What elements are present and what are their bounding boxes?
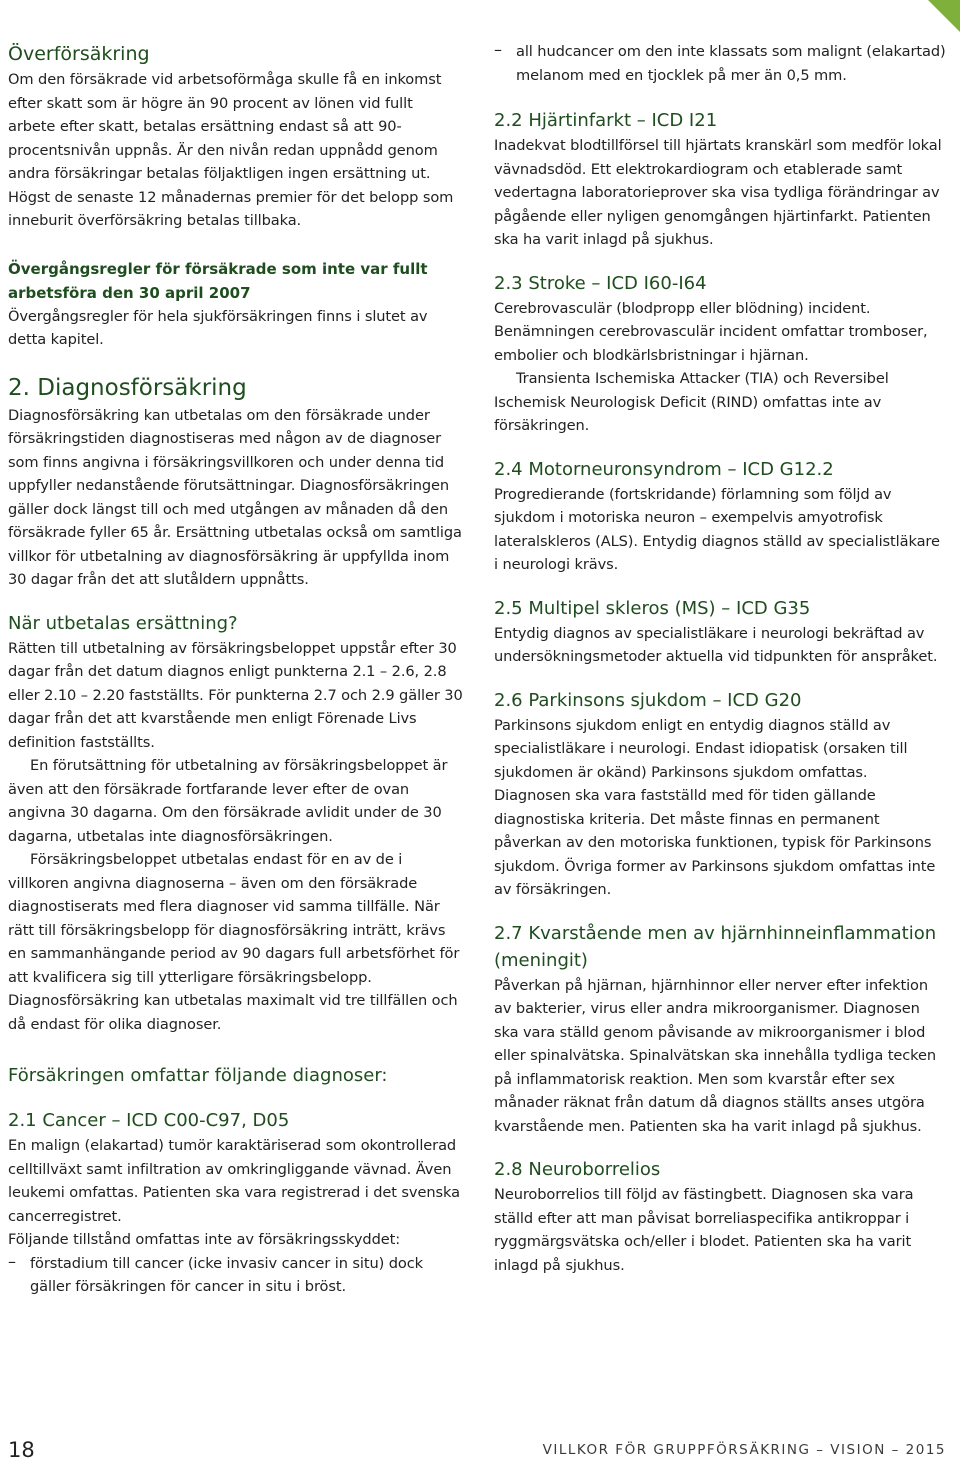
stroke-p1: Cerebrovasculär (blodpropp eller blödning) incident. Benämningen cerebrovasculär incident omfattar tromboser, embolier och blodkärlsbristningar i hjärnan. <box>494 299 928 364</box>
cancer-exclusions-intro: Följande tillstånd omfattas inte av försäkringsskyddet: <box>8 1231 401 1248</box>
footer-title: VILLKOR FÖR GRUPPFÖRSÄKRING – VISION – 2015 <box>542 1442 946 1458</box>
diagnosforsakring-heading: 2. Diagnosförsäkring <box>8 374 247 401</box>
parkinson-body: Parkinsons sjukdom enligt en entydig diagnos ställd av specialistläkare i neurologi. Endast idiopatisk (orsaken till sjukdomen är okänd) Parkinsons sjukdom omfattas. Diagnosen ska vara fastställd med för tiden gällande diagnostiska kriteria. Det måste finnas en permanent påverkan av den motoriska funktionen, typisk för Parkinsons sjukdom. Övriga former av Parkinsons sjukdom omfattas inte av försäkringen. <box>494 716 936 898</box>
diagnosforsakring-body: Diagnosförsäkring kan utbetalas om den försäkrade under försäkringstiden diagnostiseras med någon av de diagnoser som finns angivna i försäkringsvillkoren och under denna tid uppfyller nedanstående förutsättningar. Diagnosförsäkringen gäller dock längst till och med utgången av månaden då den försäkrade fyller 65 år. Ersättning utbetalas också om samtliga villkor för utbetalning av diagnosförsäkring är uppfyllda inom 30 dagar från det att slutåldern uppnåtts. <box>8 406 462 588</box>
cancer-exclusion-item <box>494 40 948 87</box>
omfattar-heading: Försäkringen omfattar följande diagnoser: <box>8 1065 388 1086</box>
page-number: 18 <box>8 1438 35 1462</box>
nar-utbetalas-p2: En förutsättning för utbetalning av försäkringsbeloppet är även att den försäkrade fortfarande lever efter de ovan angivna 30 dagarna. Om den försäkrade avlidit under de 30 dagarna, utbetalas inte diagnosförsäkringen. <box>8 757 448 845</box>
cancer-exclusion-item <box>8 1252 464 1299</box>
neuroborrelios-heading: 2.8 Neuroborrelios <box>494 1159 661 1180</box>
hjartinfarkt-heading: 2.2 Hjärtinfarkt – ICD I21 <box>494 110 718 131</box>
cancer-heading: 2.1 Cancer – ICD C00-C97, D05 <box>8 1110 290 1131</box>
motorneuron-body: Progredierande (fortskridande) förlamning som följd av sjukdom i motoriska neuron – exempelvis amyotrofisk lateralskleros (ALS). Entydig diagnos ställd av specialistläkare i neurologi krävs. <box>494 485 940 573</box>
overforsakring-body: Om den försäkrade vid arbetsoförmåga skulle få en inkomst efter skatt som är högre än 90 procent av lönen vid fullt arbete efter skatt, betalas ersättning endast så att 90-procentsnivån uppnås. Är den nivån redan uppnådd genom andra försäkringar betalas följaktligen ingen ersättning ut. Högst de senaste 12 månadernas premier för det belopp som inneburit överförsäkring betalas tillbaka. <box>8 71 454 229</box>
nar-utbetalas-p1: Rätten till utbetalning av försäkringsbeloppet uppstår efter 30 dagar från det datum diagnos enligt punkterna 2.1 – 2.6, 2.8 eller 2.10 – 2.20 fastställts. För punkterna 2.7 och 2.9 gäller 30 dagar från det att kvarstående men enligt Förenade Livs definition fastställts. <box>8 639 463 751</box>
stroke-heading: 2.3 Stroke – ICD I60-I64 <box>494 272 707 294</box>
overforsakring-heading: Överförsäkring <box>8 43 150 65</box>
hjartinfarkt-body: Inadekvat blodtillförsel till hjärtats kranskärl som medför lokal vävnadsdöd. Ett elektrokardiogram och etablerade samt vedertagna laboratorieprover ska visa tydliga förändringar av pågående eller nyligen genomgången hjärtinfarkt. Patienten ska ha varit inlagd på sjukhus. <box>494 137 942 248</box>
cancer-exclusion-text: all hudcancer om den inte klassats som malignt (elakartad) melanom med en tjocklek på mer än 0,5 mm. <box>516 43 946 84</box>
overgangsregler-heading: Övergångsregler för försäkrade som inte var fullt arbetsföra den 30 april 2007 <box>8 259 428 302</box>
cancer-body: En malign (elakartad) tumör karaktäriserad som okontrollerad celltillväxt samt infiltration av omkringliggande vävnad. Även leukemi omfattas. Patienten ska vara registrerad i det svenska cancerregistret. <box>8 1137 460 1225</box>
ms-heading: 2.5 Multipel skleros (MS) – ICD G35 <box>494 597 811 619</box>
meningit-body: Påverkan på hjärnan, hjärnhinnor eller nerver efter infektion av bakterier, virus eller andra mikroorganismer. Diagnosen ska vara ställd genom påvisande av mikroorganismer i blod eller spinalvätska. Spinalvätskan ska innehålla tydliga tecken på inflammatorisk reaktion. Men som kvarstår efter sex månader räknat från datum då diagnos ställts anses utgöra kvarstående men. Patienten ska ha varit inlagd på sjukhus. <box>494 976 937 1135</box>
dash-mark: – <box>494 40 502 59</box>
parkinson-heading: 2.6 Parkinsons sjukdom – ICD G20 <box>494 689 802 711</box>
right-column <box>494 40 948 1277</box>
page-footer <box>8 1438 946 1464</box>
ms-body: Entydig diagnos av specialistläkare i neurologi bekräftad av undersökningsmetoder aktuella vid tidpunkten för anspråket. <box>494 624 938 665</box>
overgangsregler-body: Övergångsregler för hela sjukförsäkringen finns i slutet av detta kapitel. <box>8 307 428 348</box>
motorneuron-heading: 2.4 Motorneuronsyndrom – ICD G12.2 <box>494 458 834 480</box>
left-column <box>8 40 464 1299</box>
corner-accent <box>928 0 960 32</box>
nar-utbetalas-p3: Försäkringsbeloppet utbetalas endast för en av de i villkoren angivna diagnoserna – även om den försäkrade diagnostiserats med flera diagnoser vid samma tillfälle. När rätt till försäkringsbelopp för diagnosförsäkring inträtt, krävs en sammanhängande period av 90 dagars full arbetsförhet för att kvalificera sig till ytterligare försäkringsbelopp. Diagnosförsäkring kan utbetalas maximalt vid tre tillfällen och då endast för olika diagnoser. <box>8 851 460 1033</box>
meningit-heading: 2.7 Kvarstående men av hjärnhinneinflammation (meningit) <box>494 922 937 971</box>
neuroborrelios-body: Neuroborrelios till följd av fästingbett. Diagnosen ska vara ställd efter att man påvisat borreliaspecifika antikroppar i ryggmärgsvätska och/eller i blodet. Patienten ska ha varit inlagd på sjukhus. <box>494 1186 914 1274</box>
dash-mark: – <box>8 1251 16 1271</box>
cancer-exclusion-text: förstadium till cancer (icke invasiv cancer in situ) dock gäller försäkringen för cancer in situ i bröst. <box>30 1254 424 1295</box>
nar-utbetalas-heading: När utbetalas ersättning? <box>8 612 238 634</box>
stroke-p2: Transienta Ischemiska Attacker (TIA) och Reversibel Ischemisk Neurologisk Deficit (RIND) omfattas inte av försäkringen. <box>494 370 889 434</box>
